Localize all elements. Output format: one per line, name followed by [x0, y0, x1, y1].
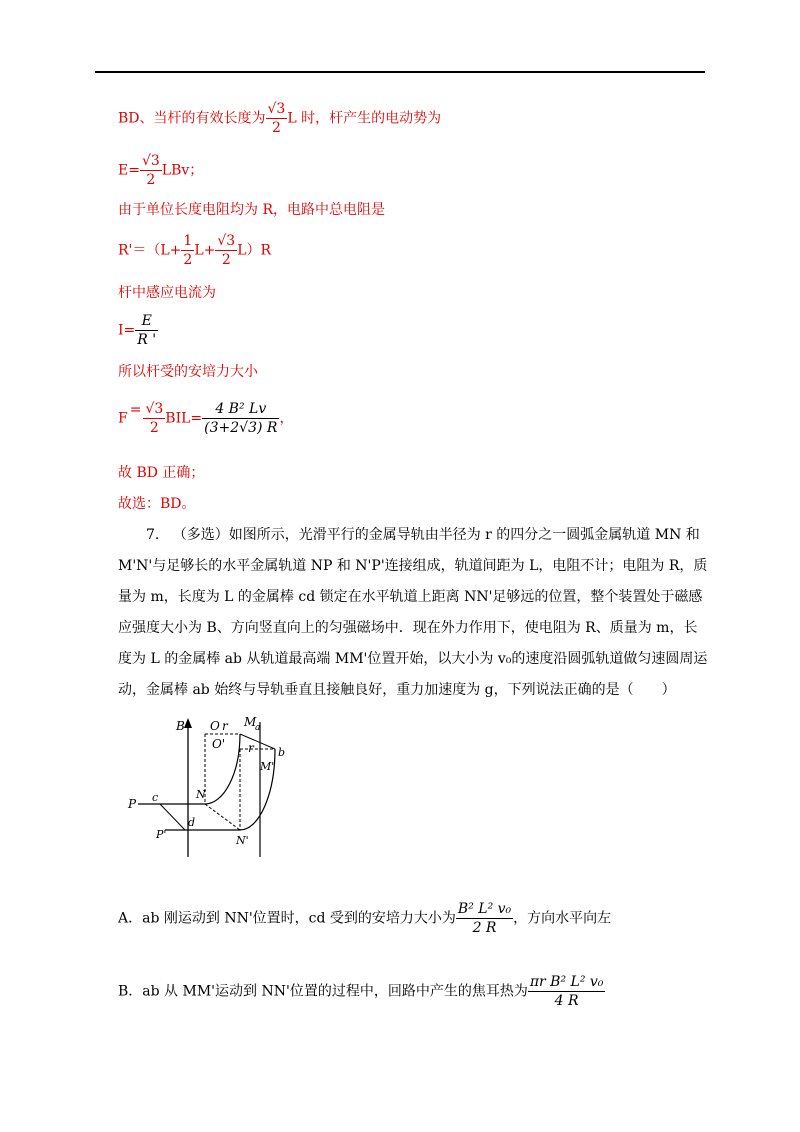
label-b: b — [278, 746, 286, 759]
current-text: 杆中感应电流为 — [118, 285, 216, 301]
rail-diagram — [120, 712, 330, 866]
label-M: M — [244, 715, 257, 729]
label-P-prime: P' — [156, 828, 167, 841]
solution-line-1: BD、当杆的有效长度为 $\frac{√3}{2}$ L 时，杆产生的电动势为 — [118, 101, 442, 136]
emf-equation: E= $\frac{√3}{2}$ LBv； — [118, 153, 204, 188]
fraction-sqrt3-over-2: $\frac{√3}{2}$ — [141, 153, 160, 188]
label-O: O — [210, 719, 220, 733]
rod-ab — [240, 734, 275, 749]
label-O-prime: O' — [212, 737, 226, 751]
fraction-option-B: $\frac{\text{πr B² L² v₀}}{4 R}$ — [529, 974, 604, 1009]
fraction-sqrt3-over-2: = — [129, 401, 142, 418]
fraction-1-over-2: $\frac{1}{2}$ — [183, 233, 193, 268]
current-equation: I= $\frac{E}{R '}$ — [118, 313, 157, 348]
label-c: c — [152, 791, 159, 804]
label-a: a — [255, 723, 261, 733]
fraction-E-over-R: $\frac{E}{R '}$ — [137, 313, 157, 348]
dashed-N-N-prime — [205, 804, 240, 830]
label-N-prime: N' — [236, 834, 249, 847]
option-B: B．ab 从 MM'运动到 NN'位置的过程中，回路中产生的焦耳热为 $\frac{\text{πr B² L² v₀}}{4 R}$ — [118, 974, 604, 1009]
question-text: （多选）如图所示，光滑平行的金属导轨由半径为 r 的四分之一圆弧金属轨道 MN 和 M'N'与足够长的水平金属轨道 NP 和 N'P'连接组成，轨道间距为 L，电阻不计；电阻为 R，质量为 m，长度为 L 的金属棒 cd 锁定在水平轨道上距离 NN'足够远的位置，整个装置处于磁感应强度大小为 B、方向竖直向上的匀强磁场中．现在外力作用下，使电阻为 R、质量为 m，长度为 L 的金属棒 ab 从轨道最高端 MM'位置开始，以大小为 v₀的速度沿圆弧轨道做匀速圆周运动，金属棒 ab 始终与导轨垂直且接触良好，重力加速度为 g，下列说法正确的是（ ） — [118, 527, 708, 698]
question-7 — [118, 520, 708, 706]
question-number: 7. — [146, 527, 160, 543]
force-equation: F = $\frac{√3}{2}$ BIL= $\frac{\text{4 B² Lv}}{(3+2√3) R}$ ， — [118, 401, 294, 436]
label-P: P — [128, 797, 137, 811]
label-d: d — [188, 816, 196, 829]
conclusion: 故 BD 正确； — [118, 465, 205, 481]
total-resistance-equation: R'＝（L+ $\frac{1}{2}$ L+ $\frac{√3}{2}$ L）R — [118, 233, 272, 268]
label-r1: r — [222, 719, 228, 733]
header-rule — [95, 71, 705, 73]
label-B: B — [176, 719, 185, 733]
fraction-sqrt3-over-2: $\frac{√3}{2}$ — [267, 101, 286, 136]
fraction-option-A: $\frac{\text{B² L² v₀}}{2 R}$ — [457, 901, 512, 936]
rod-cd — [160, 804, 185, 830]
fraction-sqrt3-over-2: $\frac{√3}{2}$ — [145, 401, 164, 436]
label-r2: r — [248, 741, 254, 755]
label-N: N — [196, 788, 206, 801]
label-M-prime: M' — [260, 760, 275, 773]
answer-choice: 故选：BD。 — [118, 496, 196, 512]
b-field-arrow — [184, 718, 192, 728]
option-A: A．ab 刚运动到 NN'位置时，cd 受到的安培力大小为 $\frac{\text{B² L² v₀}}{2 R}$ ，方向水平向左 — [118, 901, 612, 936]
fraction-force-result: $\frac{\text{4 B² Lv}}{(3+2√3) R}$ — [204, 401, 278, 436]
force-text: 所以杆受的安培力大小 — [118, 364, 258, 380]
fraction-sqrt3-over-2: $\frac{√3}{2}$ — [217, 233, 236, 268]
resistance-text: 由于单位长度电阻均为 R，电路中总电阻是 — [118, 202, 385, 218]
